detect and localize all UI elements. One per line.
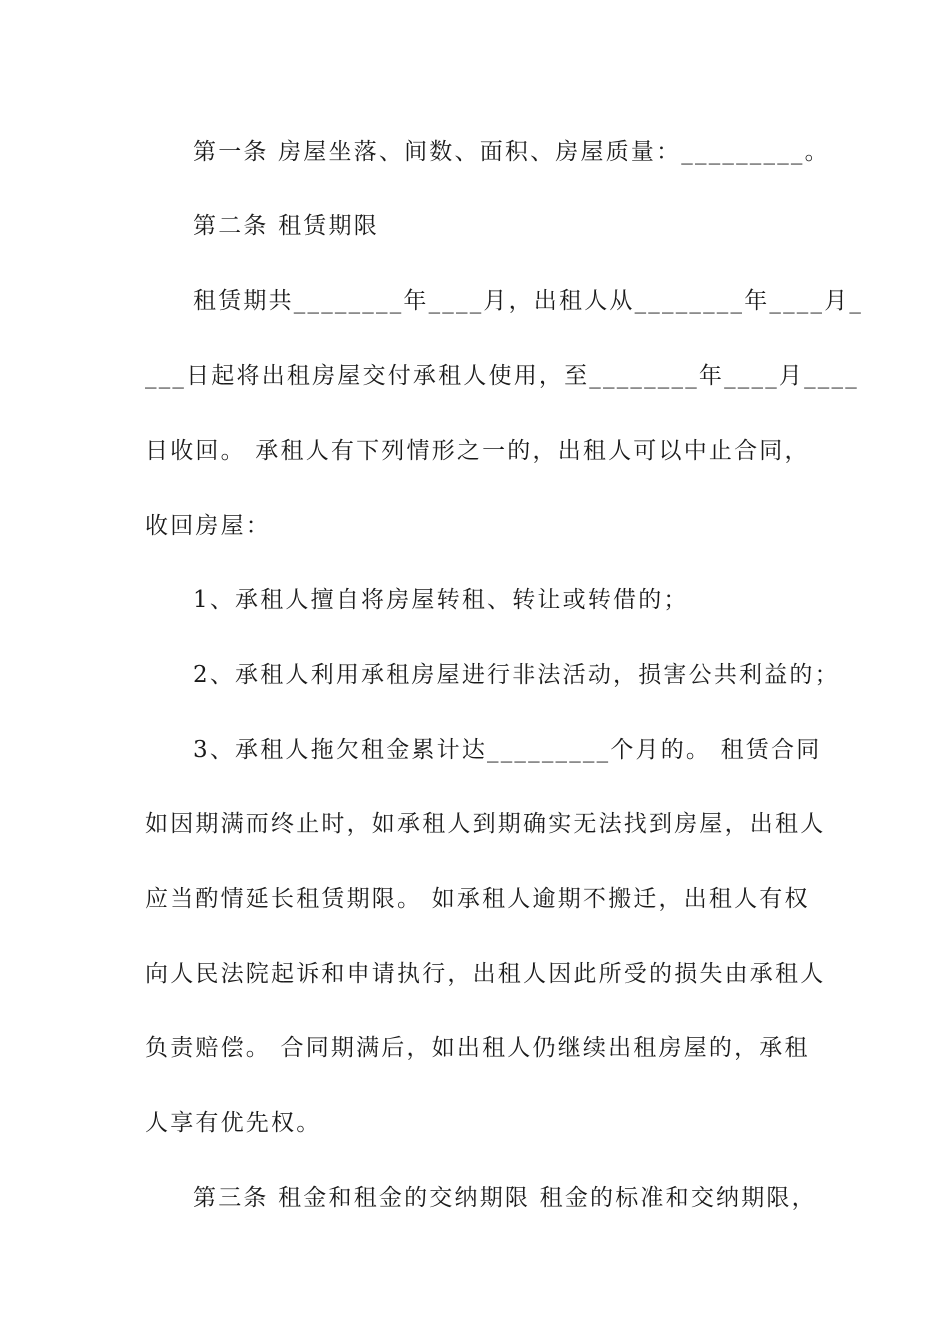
clause-3-text: 第三条 租金和租金的交纳期限 租金的标准和交纳期限， <box>193 1185 817 1211</box>
clause-2-heading: 第二条 租赁期限 <box>193 213 379 239</box>
list-item: 1、承租人擅自将房屋转租、转让或转借的； <box>193 587 689 613</box>
paragraph-line: 应当酌情延长租赁期限。 如承租人逾期不搬迁，出租人有权 <box>145 886 810 912</box>
clause-1-text: 第一条 房屋坐落、间数、面积、房屋质量：_________。 <box>193 139 830 165</box>
list-item: 2、承租人利用承租房屋进行非法活动，损害公共利益的； <box>193 662 840 688</box>
paragraph-line: 如因期满而终止时，如承租人到期确实无法找到房屋，出租人 <box>145 811 826 837</box>
paragraph-line: 日收回。 承租人有下列情形之一的，出租人可以中止合同， <box>145 438 810 464</box>
paragraph-line: 租赁期共________年____月，出租人从________年____月_ <box>193 288 864 314</box>
paragraph-line: ___日起将出租房屋交付承租人使用，至________年____月____ <box>145 363 859 389</box>
paragraph-line: 负责赔偿。 合同期满后，如出租人仍继续出租房屋的，承租 <box>145 1035 810 1061</box>
paragraph-line: 收回房屋： <box>145 513 271 539</box>
paragraph-line: 人享有优先权。 <box>145 1110 322 1136</box>
paragraph-line: 向人民法院起诉和申请执行，出租人因此所受的损失由承租人 <box>145 961 826 987</box>
list-item: 3、承租人拖欠租金累计达_________个月的。 租赁合同 <box>193 737 822 763</box>
